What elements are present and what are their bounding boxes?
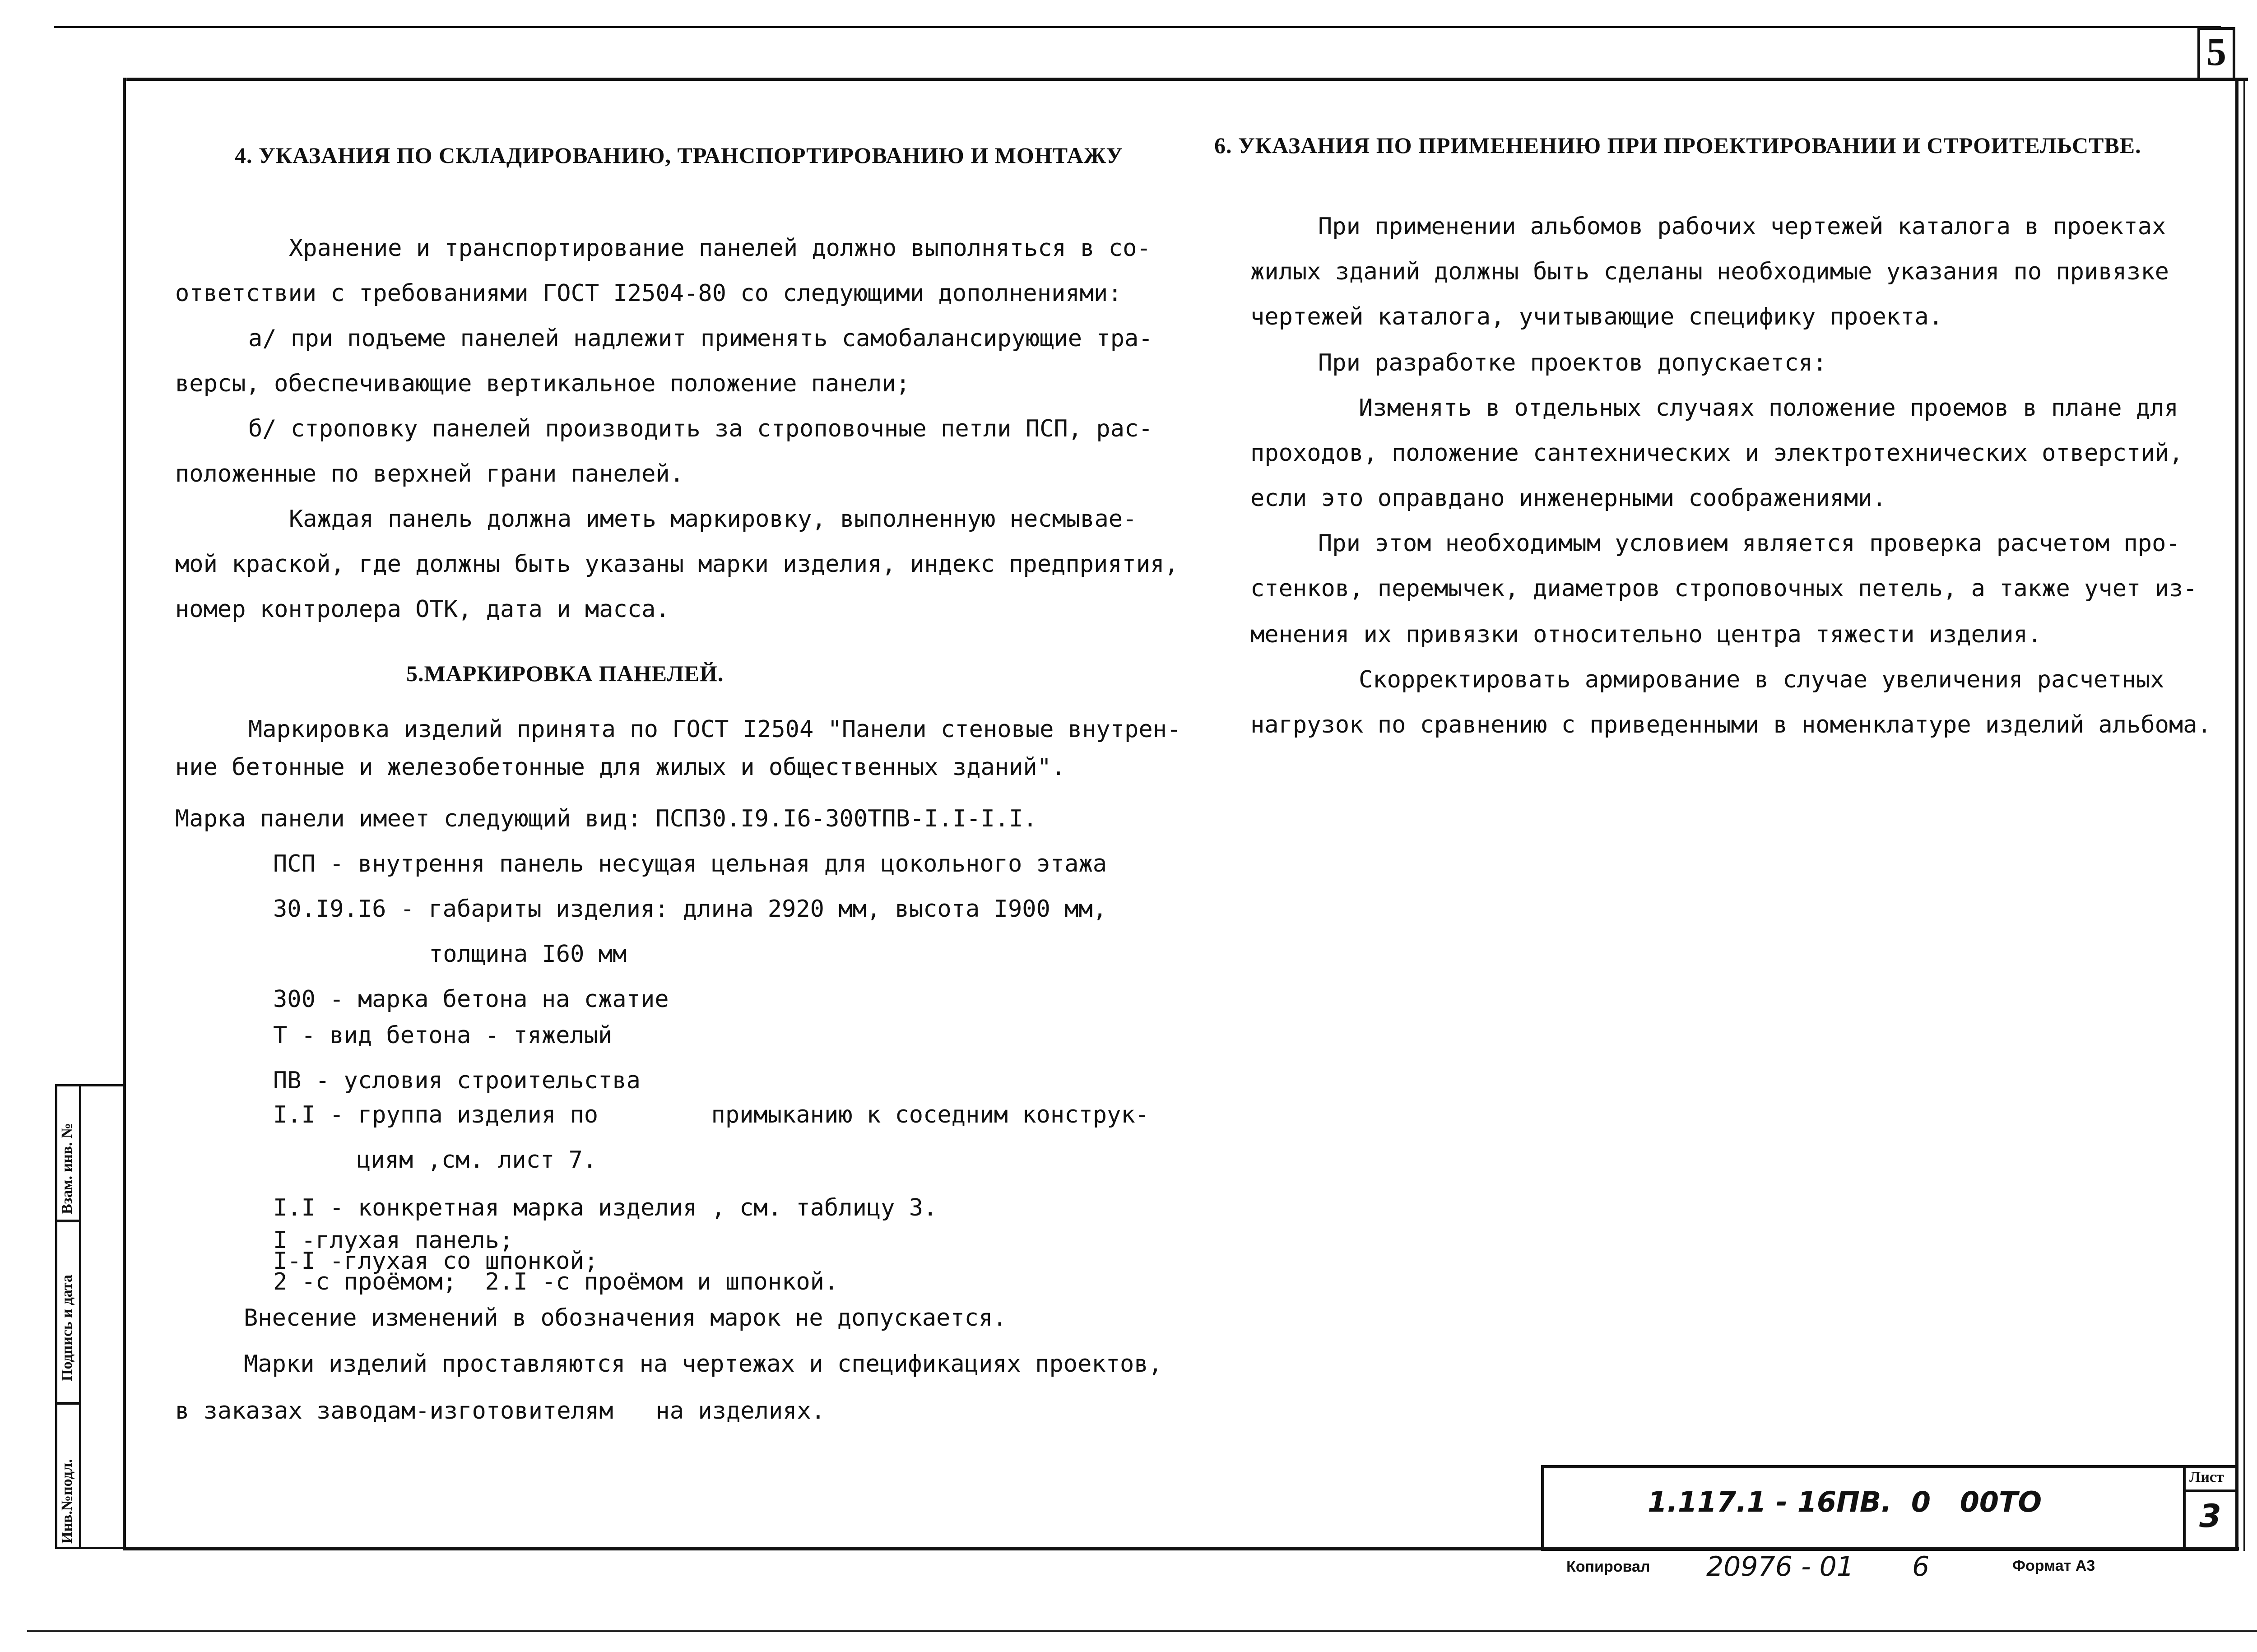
s5-line-16: Внесение изменений в обозначения марок не допускается. (244, 1304, 1007, 1332)
s6-line-8: При этом необходимым условием является проверка расчетом про- (1318, 530, 2180, 557)
copy-extra: 6 (1912, 1551, 1930, 1582)
s4-line-3: а/ при подъеме панелей надлежит применять самобалансирующие тра- (248, 325, 1153, 352)
format-label: Формат А3 (2012, 1557, 2095, 1574)
s6-line-1: При применении альбомов рабочих чертежей каталога в проектах (1318, 213, 2166, 240)
s5-line-18: в заказах заводам-изготовителям на изделиях. (175, 1397, 826, 1425)
s5-line-14: I-I -глухая со шпонкой; (273, 1248, 599, 1275)
sheet-number: 3 (2199, 1498, 2221, 1535)
title-block-sheet-divider (2183, 1465, 2186, 1551)
s5-line-4: ПСП - внутрення панель несущая цельная для цокольного этажа (273, 850, 1107, 877)
s4-line-9: номер контролера ОТК, дата и масса. (175, 596, 670, 623)
s5-line-10: I.I - группа изделия по примыканию к соседним конструк- (273, 1101, 1150, 1128)
s6-line-4: При разработке проектов допускается: (1318, 349, 1827, 376)
s4-line-6: положенные по верхней грани панелей. (175, 460, 684, 487)
s6-line-6: проходов, положение сантехнических и электротехнических отверстий, (1250, 440, 2183, 467)
s5-line-8: Т - вид бетона - тяжелый (273, 1022, 613, 1049)
top-outer-rule (54, 26, 2221, 28)
s5-line-13: I -глухая панель; (273, 1227, 514, 1254)
s4-line-5: б/ строповку панелей производить за строповочные петли ПСП, рас- (248, 415, 1153, 442)
s6-line-5: Изменять в отдельных случаях положение проемов в плане для (1359, 394, 2178, 422)
section-6-title: 6. УКАЗАНИЯ ПО ПРИМЕНЕНИЮ ПРИ ПРОЕКТИРОВАНИИ И СТРОИТЕЛЬСТВЕ. (1214, 133, 2141, 158)
bottom-outer-rule (27, 1630, 2257, 1632)
copy-number: 20976 - 01 (1706, 1551, 1854, 1582)
s6-line-9: стенков, перемычек, диаметров строповочных петель, а также учет из- (1250, 575, 2197, 602)
title-block-sheet-hline (2183, 1490, 2237, 1492)
s5-line-2: ние бетонные и железобетонные для жилых и общественных зданий". (175, 754, 1066, 781)
frame-right-outer (2243, 80, 2245, 1551)
sheet-label: Лист (2189, 1469, 2224, 1485)
s5-line-5: 30.I9.I6 - габариты изделия: длина 2920 мм, высота I900 мм, (273, 896, 1107, 923)
s4-line-1: Хранение и транспортирование панелей должно выполняться в со- (289, 235, 1151, 262)
s5-line-17: Марки изделий проставляются на чертежах и спецификациях проектов, (244, 1350, 1162, 1378)
s6-line-3: чертежей каталога, учитывающие специфику проекта. (1250, 303, 1943, 330)
side-stamp-label-2: Подпись и дата (59, 1275, 75, 1381)
s4-line-2: ответствии с требованиями ГОСТ I2504-80 со следующими дополнениями: (175, 280, 1122, 307)
s6-line-12: нагрузок по сравнению с приведенными в номенклатуре изделий альбома. (1250, 711, 2211, 738)
s6-line-11: Скорректировать армирование в случае увеличения расчетных (1359, 666, 2164, 693)
s6-line-2: жилых зданий должны быть сделаны необходимые указания по привязке (1250, 258, 2169, 285)
s5-line-9: ПВ - условия строительства (273, 1067, 641, 1094)
side-stamp-label-3: Инв.№подл. (59, 1459, 75, 1544)
section-4-title: 4. УКАЗАНИЯ ПО СКЛАДИРОВАНИЮ, ТРАНСПОРТИРОВАНИЮ И МОНТАЖУ (235, 143, 1124, 168)
s5-line-7: 300 - марка бетона на сжатие (273, 986, 669, 1013)
frame-top (126, 78, 2248, 81)
s5-line-6: толщина I60 мм (429, 941, 627, 968)
page-number: 5 (2206, 30, 2226, 74)
copied-label: Копировал (1566, 1558, 1650, 1575)
s5-line-11: циям ,см. лист 7. (357, 1146, 597, 1174)
s5-line-3: Марка панели имеет следующий вид: ПСП30.I9.I6-300ТПВ-I.I-I.I. (175, 805, 1037, 832)
s5-line-12: I.I - конкретная марка изделия , см. таблицу 3. (273, 1194, 938, 1221)
side-stamp-label-1: Взам. инв. № (59, 1123, 75, 1214)
s5-line-15: 2 -с проёмом; 2.I -с проёмом и шпонкой. (273, 1268, 839, 1295)
s5-line-1: Маркировка изделий принята по ГОСТ I2504 "Панели стеновые внутрен- (248, 716, 1181, 743)
frame-right (2235, 80, 2238, 1551)
s6-line-7: если это оправдано инженерными соображениями. (1250, 485, 1886, 512)
designation: 1.117.1 - 16ПВ. 0 00ТО (1648, 1485, 2042, 1518)
s4-line-8: мой краской, где должны быть указаны марки изделия, индекс предприятия, (175, 551, 1179, 578)
s6-line-10: менения их привязки относительно центра тяжести изделия. (1250, 621, 2042, 648)
section-5-title: 5.МАРКИРОВКА ПАНЕЛЕЙ. (406, 661, 724, 686)
side-stamp-strip (79, 1084, 126, 1549)
s4-line-4: версы, обеспечивающие вертикальное положение панели; (175, 370, 910, 397)
s4-line-7: Каждая панель должна иметь маркировку, выполненную несмывае- (289, 506, 1137, 533)
